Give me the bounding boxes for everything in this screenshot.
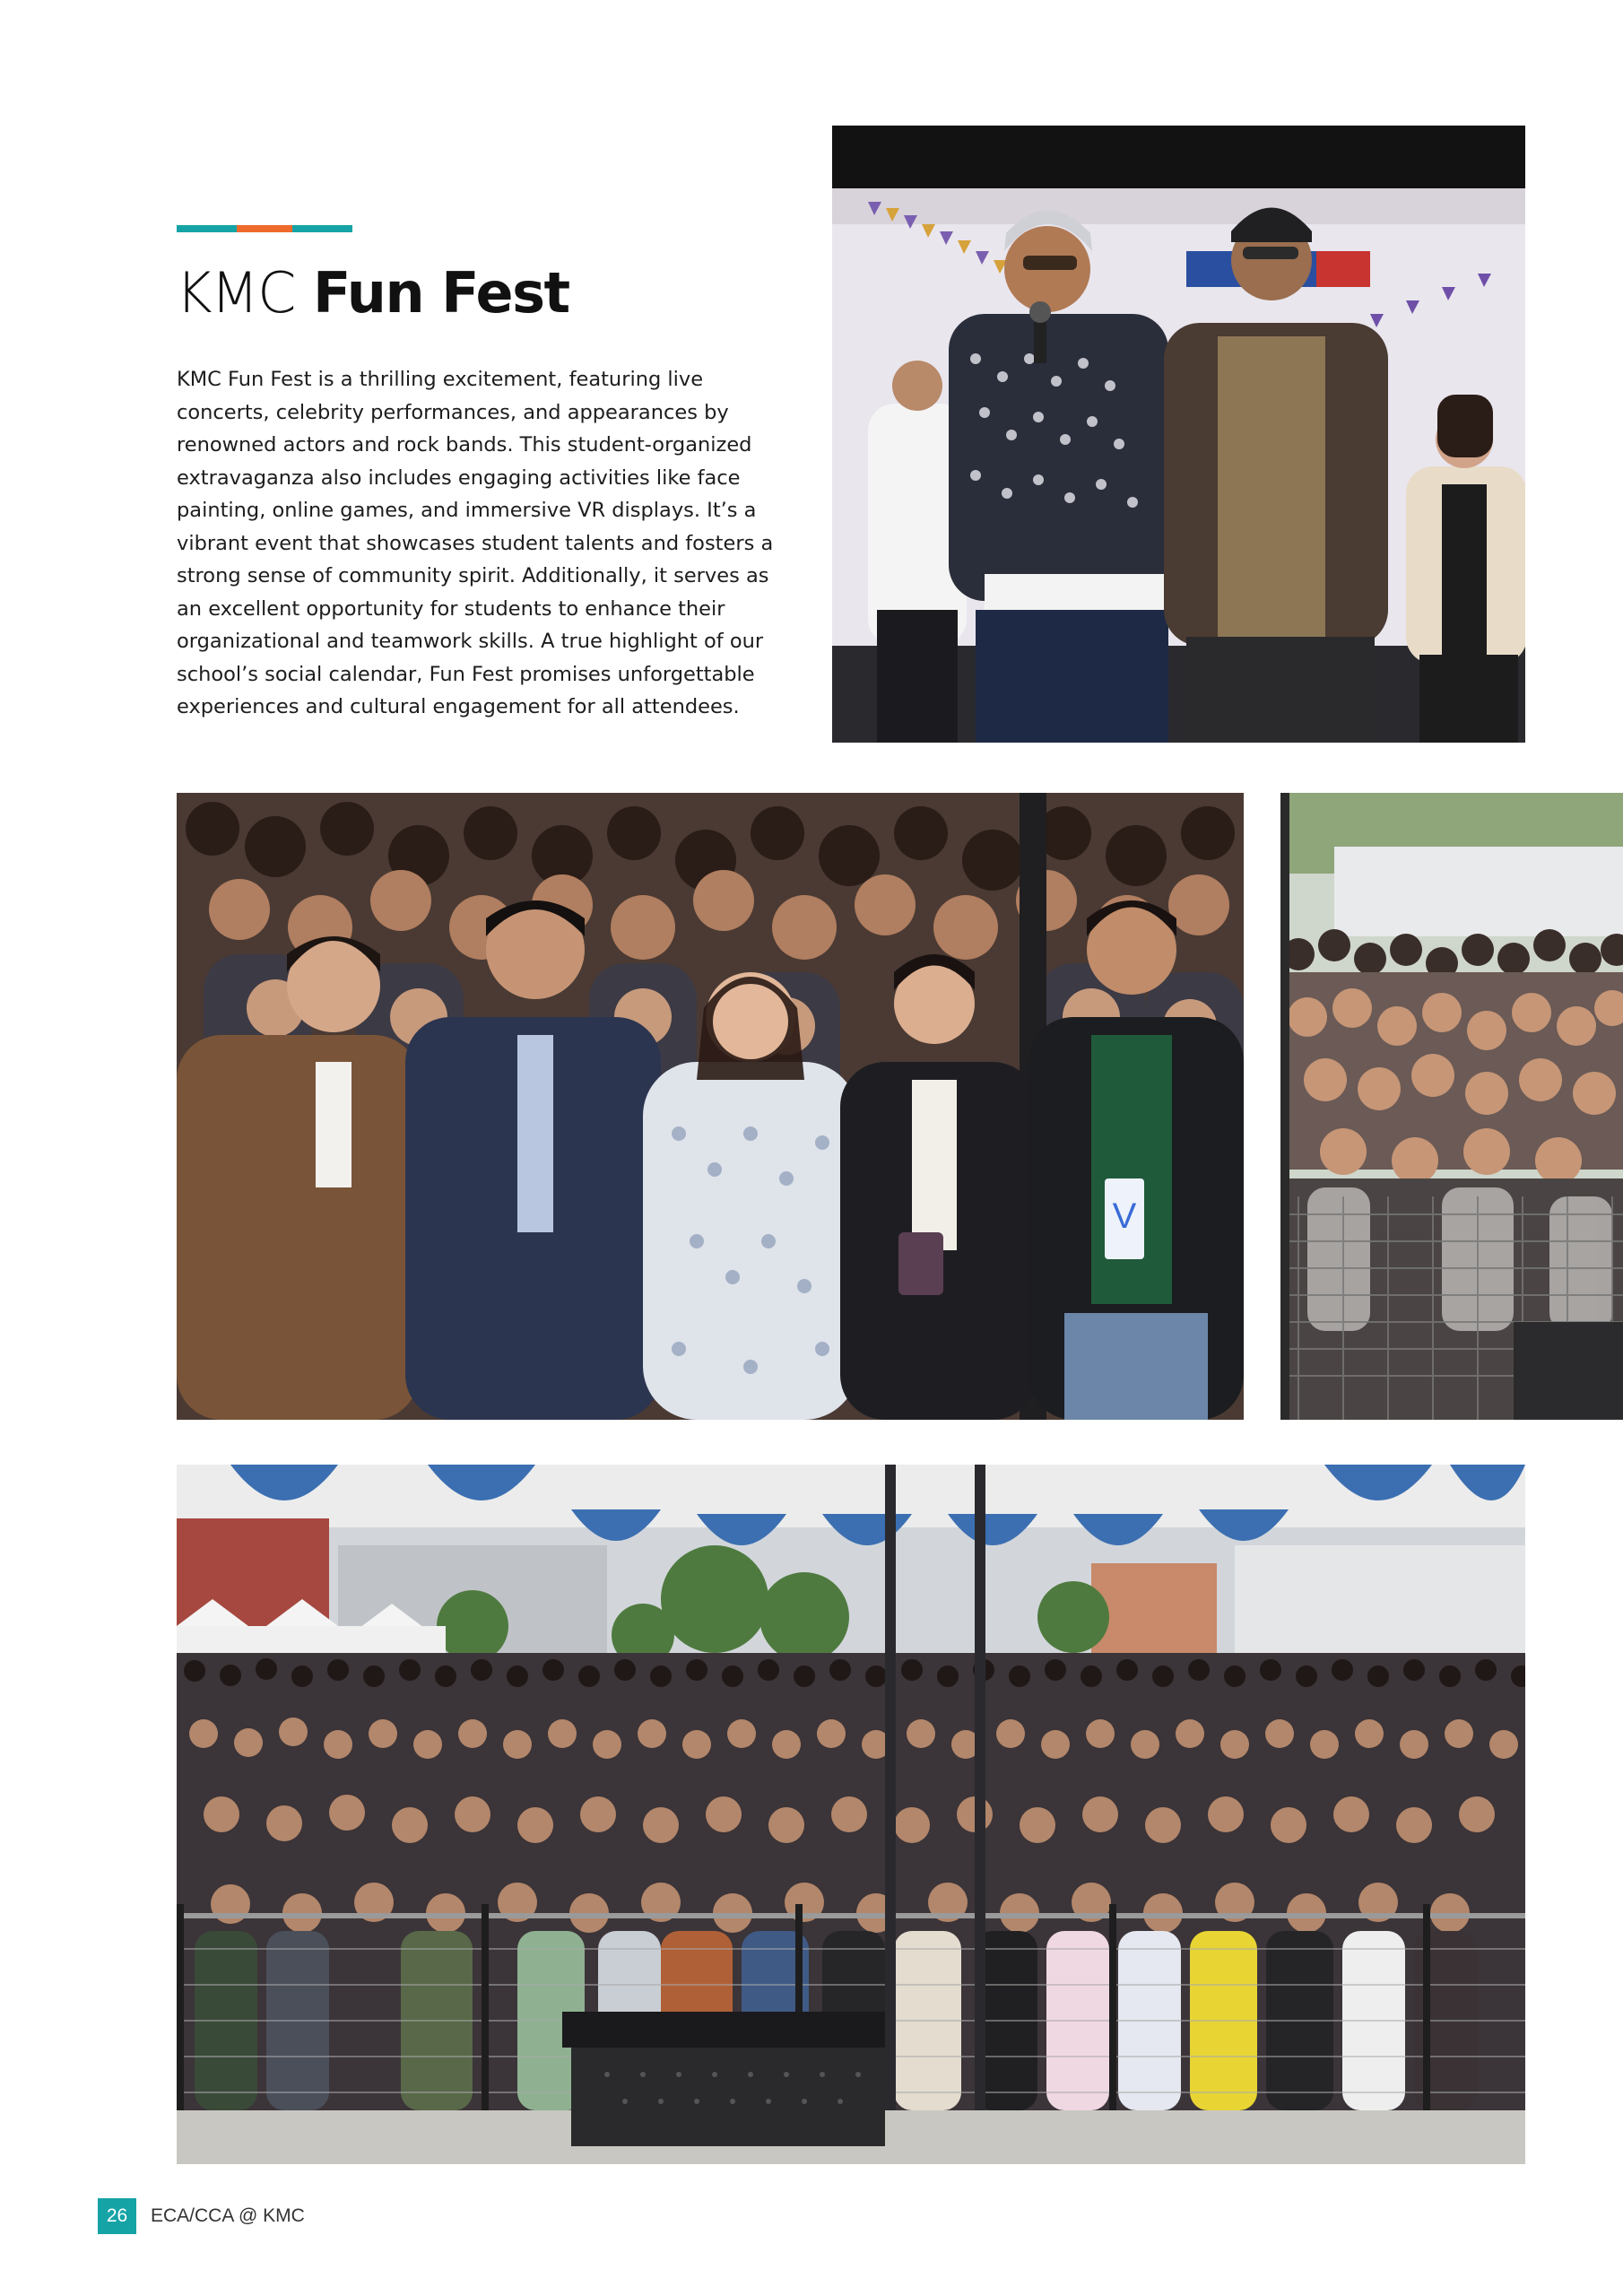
title-bold-part: Fun Fest — [313, 260, 569, 326]
photo-stage-performers — [832, 126, 1525, 743]
photo-cheering-crowd — [1280, 793, 1623, 1420]
accent-segment-teal — [177, 225, 237, 232]
footer-section-label: ECA/CCA @ KMC — [151, 2205, 305, 2226]
svg-text:V: V — [1112, 1196, 1137, 1236]
title-light-part: KMC — [176, 260, 295, 326]
accent-segment-teal — [292, 225, 352, 232]
accent-segment-orange — [237, 225, 292, 232]
title-accent-bar — [177, 225, 352, 232]
page-title — [176, 253, 569, 334]
photo-wide-crowd — [177, 1465, 1525, 2164]
photo-group-crowd — [177, 793, 1244, 1420]
body-paragraph: KMC Fun Fest is a thrilling excitement, featuring live concerts, celebrity performances, and appearances by renowned actors and rock bands. This student-organized extravaganza also includes engaging activities like face painting, online games, and immersive VR displays. It’s a vibrant event that showcases student talents and fosters a strong sense of community spirit. Additionally, it serves as an excellent opportunity for students to enhance their organizational and teamwork skills. A true highlight of our school’s social calendar, Fun Fest promises unforgettable experiences and cultural engagement for all attendees. — [177, 368, 774, 718]
page-number-badge: 26 — [98, 2198, 136, 2234]
